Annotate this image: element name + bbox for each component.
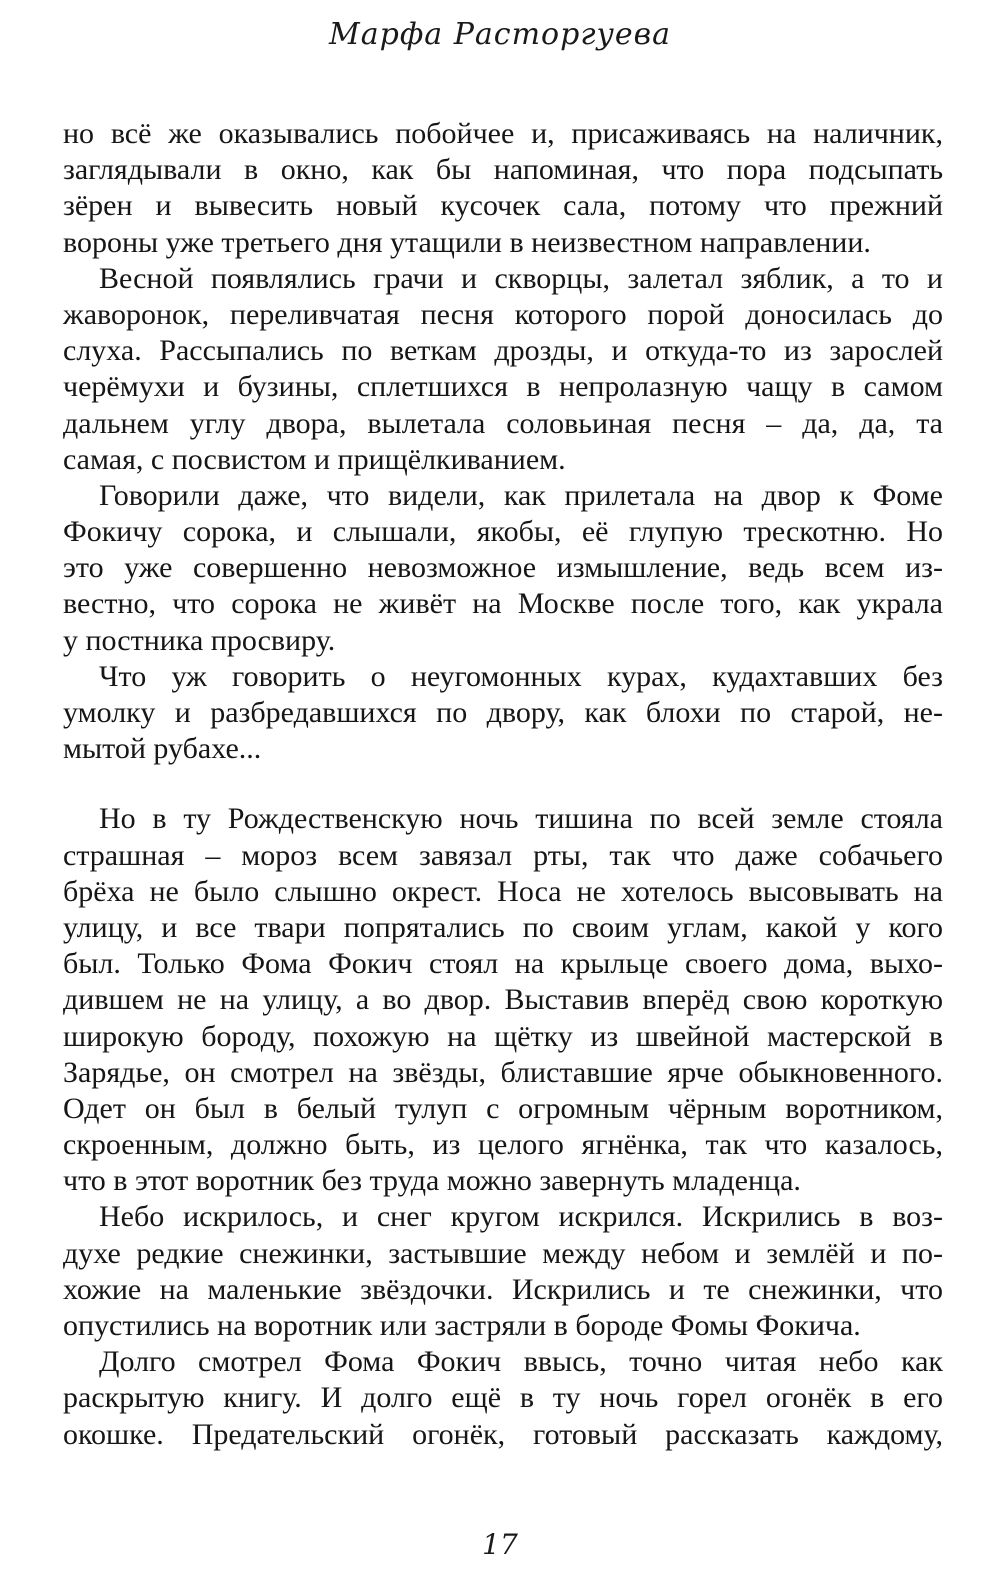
text-line: окошке. Предательский огонёк, готовый рассказать каждому, [63, 1417, 943, 1451]
text-line: это уже совершенно невозможное измышление, ведь всем из- [63, 551, 943, 585]
text-line: был. Только Фома Фокич стоял на крыльце своего дома, выхо- [63, 947, 943, 981]
text-line: страшная – мороз всем завязал рты, так что даже собачьего [63, 838, 943, 872]
text-line: дившем не на улицу, а во двор. Выставив вперёд свою короткую [63, 983, 943, 1017]
text-line: самая, с посвистом и прищёлкиванием. [63, 442, 566, 476]
text-line: зёрен и вывесить новый кусочек сала, потому что прежний [63, 189, 943, 223]
paragraph [63, 478, 943, 659]
text-line: раскрытую книгу. И долго ещё в ту ночь горел огонёк в его [63, 1381, 943, 1415]
text-line: опустились на воротник или застряли в бороде Фомы Фокича. [63, 1309, 861, 1342]
text-line: брёха не было слышно окрест. Носа не хотелось высовывать на [63, 874, 943, 908]
text-line: жаворонок, переливчатая песня которого порой доносилась до [63, 297, 943, 331]
text-line: Одет он был в белый тулуп с огромным чёрным воротником, [63, 1091, 943, 1125]
paragraph [63, 261, 943, 478]
section-break [63, 767, 943, 801]
text-line: Но в ту Рождественскую ночь тишина по всей земле стояла [99, 802, 943, 836]
text-line: Фокичу сорока, и слышали, якобы, её глупую трескотню. Но [63, 515, 943, 549]
text-line: Что уж говорить о неугомонных курах, кудахтавших без [99, 659, 943, 693]
text-line: дальнем углу двора, вылетала соловьиная песня – да, да, та [63, 406, 943, 440]
text-line: духе редкие снежинки, застывшие между небом и землёй и по- [63, 1236, 943, 1270]
paragraph [63, 1199, 943, 1344]
text-line: у постника просвиру. [63, 623, 336, 657]
paragraph [63, 1344, 943, 1453]
text-line: широкую бороду, похожую на щётку из швейной мастерской в [63, 1019, 943, 1053]
text-line: мытой рубахе... [63, 732, 262, 766]
text-line: Весной появлялись грачи и скворцы, залетал зяблик, а то и [99, 261, 943, 295]
text-line: Зарядье, он смотрел на звёзды, блиставшие ярче обыкновенного. [63, 1055, 943, 1089]
text-line: улицу, и все твари попрятались по своим углам, какой у кого [63, 910, 943, 944]
text-line: черёмухи и бузины, сплетшихся в непролазную чащу в самом [63, 370, 943, 404]
text-line: Говорили даже, что видели, как прилетала на двор к Фоме [99, 478, 943, 512]
page-number: 17 [482, 1528, 518, 1561]
text-line: Долго смотрел Фома Фокич ввысь, точно читая небо как [99, 1345, 943, 1379]
text-line: скроенным, должно быть, из целого ягнёнка, так что казалось, [63, 1128, 943, 1162]
text-line: умолку и разбредавшихся по двору, как блохи по старой, не- [63, 696, 943, 729]
text-line: вороны уже третьего дня утащили в неизвестном направлении. [63, 225, 871, 259]
text-line: Небо искрилось, и снег кругом искрился. Искрились в воз- [99, 1200, 943, 1234]
text-line: заглядывали в окно, как бы напоминая, что пора подсыпать [63, 153, 943, 187]
paragraph [63, 116, 943, 261]
paragraph [63, 659, 943, 768]
text-line: вестно, что сорока не живёт на Москве после того, как украла [63, 587, 943, 621]
text-line: но всё же оказывались побойчее и, присаживаясь на наличник, [63, 117, 943, 150]
text-line: слуха. Рассыпались по веткам дрозды, и откуда-то из зарослей [63, 334, 943, 368]
running-head-author: Марфа Расторгуева [329, 17, 671, 52]
text-line: хожие на маленькие звёздочки. Искрились и те снежинки, что [63, 1272, 943, 1306]
text-line: что в этот воротник без труда можно завернуть младенца. [63, 1164, 801, 1198]
body-text [63, 116, 943, 1453]
paragraph [63, 801, 943, 1199]
